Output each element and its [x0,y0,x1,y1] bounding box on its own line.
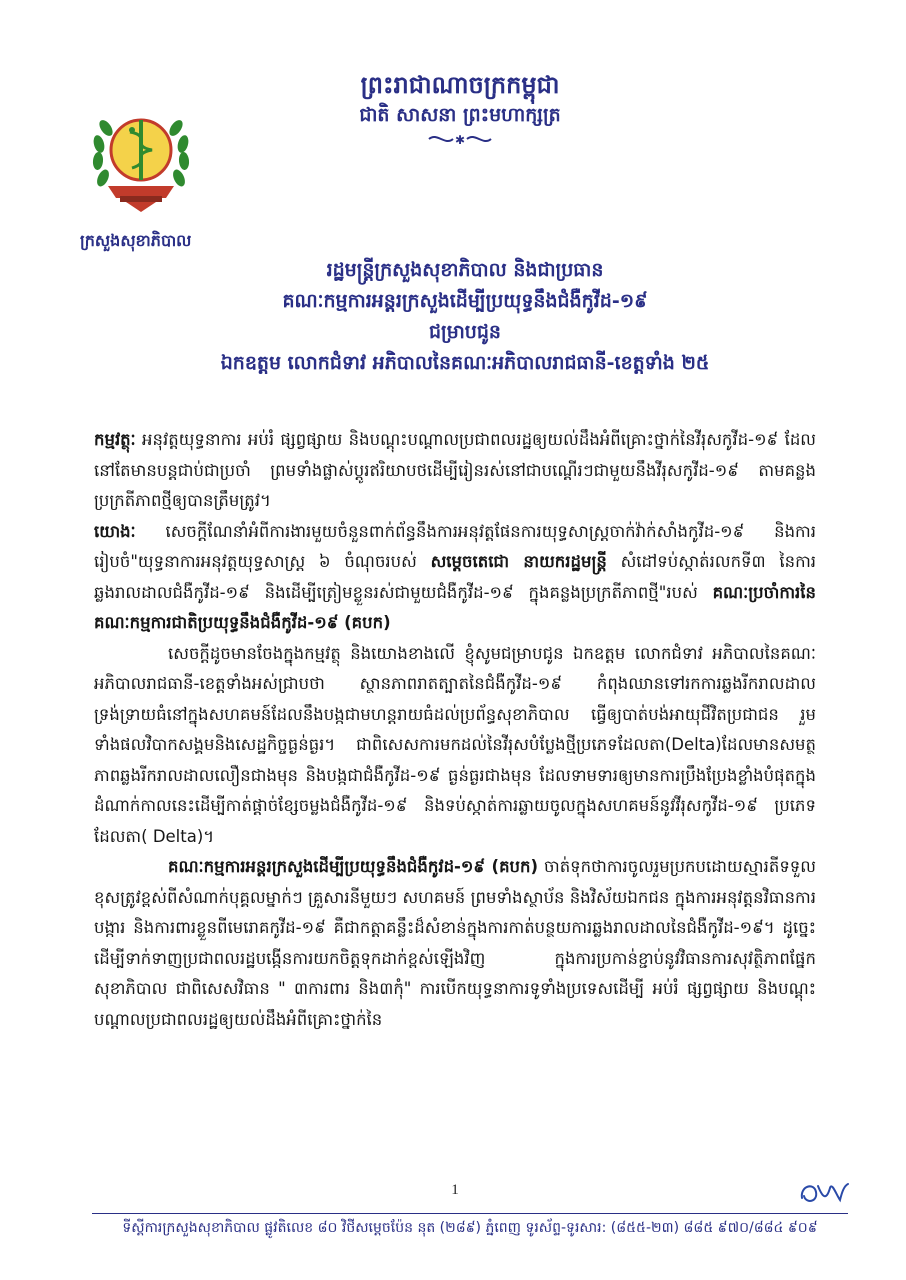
ornament-divider-icon [425,132,495,146]
nation-religion-king: ជាតិ សាសនា ព្រះមហាក្សត្រ [359,104,561,126]
heading-line-recipients: ឯកឧត្តម លោកជំទាវ អភិបាលនៃគណៈអភិបាលរាជធានី-ខេត្តទាំង ២៥ [220,352,710,374]
body-paragraph-2 [94,852,816,1035]
footer-address: ទីស្តីការក្រសួងសុខាភិបាល ផ្លូវតិលេខ ៨០ វិថីសម្តេចប៉ែន នុត (២៨៩) ភ្នំពេញ ទូរស័ព្ទ-ទូរសារ: (៨៥៥-២៣) ៨៨៥ ៩៧០/៨៨៤ ៩០៩ [122,1220,818,1236]
reference-text: សេចក្តីណែនាំអំពីការងារមួយចំនួនពាក់ព័ន្ធនឹងការអនុវត្តផែនការយុទ្ធសាស្ត្រចាក់វ៉ាក់សាំងកូវីដ-១៩ និងការរៀបចំ"យុទ្ធនាការអនុវត្តយុទ្ធសាស្ត្រ ៦ ចំណុចរបស់ [94,521,816,571]
reference-paragraph [94,517,816,639]
kingdom-title: ព្រះរាជាណាចក្រកម្ពុជា [360,71,560,99]
ministry-name: ក្រសួងសុខាភិបាល [80,231,192,250]
subject-text: អនុវត្តយុទ្ធនាការ អប់រំ ផ្សព្វផ្សាយ និងបណ្តុះបណ្តាលប្រជាពលរដ្ឋឲ្យយល់ដឹងអំពីគ្រោះថ្នាក់នៃវីរុសកូវីដ-១៩ ដែលនៅតែមានបន្តជាប់ជាប្រចាំ ព្រមទាំងផ្លាស់ប្តូរឥរិយាបថដើម្បីរៀនរស់នៅជាបណ្តើរៗជាមួយនឹងវីរុសកូវីដ-១៩ តាមគន្លងប្រក្រតីភាពថ្មីឲ្យបានត្រឹមត្រូវ។ [94,430,816,510]
handwritten-initials-icon [796,1176,852,1208]
reference-committee: គណៈប្រចាំការនៃគណៈកម្មការជាតិប្រយុទ្ធនឹងជំងឺកូវីដ-១៩ (គបក) [94,582,816,632]
body-paragraph-1: សេចក្តីដូចមានចែងក្នុងកម្មវត្ថុ និងយោងខាងលើ ខ្ញុំសូមជម្រាបជូន ឯកឧត្តម លោកជំទាវ អភិបាលនៃគណៈអភិបាលរាជធានី-ខេត្តទាំងអស់ជ្រាបថា ស្ថានភាពរាតត្បាតនៃជំងឺកូវីដ-១៩ កំពុងឈានទៅរកការឆ្លងរីករាលដាលទ្រង់ទ្រាយធំនៅក្នុងសហគមន៍ដែលនឹងបង្កជាមហន្តរាយធំដល់ប្រព័ន្ធសុខាភិបាល ធ្វើឲ្យបាត់បង់អាយុជីវិតប្រជាជន រួមទាំងផលវិបាកសង្គមនិងសេដ្ឋកិច្ចធ្ងន់ធ្ងរ។ ជាពិសេសការមកដល់នៃវីរុសបំប្លែងថ្មីប្រភេទដែលតា(Delta)ដែលមានសមត្ថភាពឆ្លងរីករាលដាលលឿនជាងមុន និងបង្កជាជំងឺកូវីដ-១៩ ធ្ងន់ធ្ងរជាងមុន ដែលទាមទារឲ្យមានការប្រឹងប្រែងខ្លាំងបំផុតក្នុងដំណាក់កាលនេះដើម្បីកាត់ផ្តាច់ខ្សែចម្លងជំងឺកូវីដ-១៩ និងទប់ស្កាត់ការឆ្លាយចូលក្នុងសហគមន៍នូវវីរុសកូវីដ-១៩ ប្រភេទដែលតា( Delta)។ [94,643,816,846]
ministry-emblem-icon [86,98,196,216]
heading-line-minister: រដ្ឋមន្ត្រីក្រសួងសុខាភិបាល និងជាប្រធាន [326,259,604,281]
letter-heading [150,255,780,379]
footer-divider [92,1213,848,1214]
page-number: 1 [451,1182,459,1198]
subject-label: កម្មវត្ថុៈ [94,430,136,449]
heading-line-committee: គណៈកម្មការអន្តរក្រសួងដើម្បីប្រយុទ្ធនឹងជំងឺកូវីដ-១៩ [282,290,648,312]
reference-label: យោងៈ [94,521,136,541]
reference-text-2: សំដៅទប់ស្កាត់រលកទី៣ នៃការឆ្លងរាលដាលជំងឺកូវីដ-១៩ និងដើម្បីត្រៀមខ្លួនរស់ជាមួយជំងឺកូវីដ-១៩ ក្នុងគន្លងប្រក្រតីភាពថ្មី"របស់ [94,552,817,602]
subject-paragraph [94,425,816,517]
reference-prime-minister: សម្តេចតេជោ នាយករដ្ឋមន្ត្រី [430,552,607,571]
committee-name: គណៈកម្មការអន្តរក្រសួងដើម្បីប្រយុទ្ធនឹងជំងឺកូវដ-១៩ (គបក) [168,857,539,876]
heading-line-addressed: ជម្រាបជូន [429,321,501,343]
body-paragraph-2-text: ចាត់ទុកថាការចូលរួមប្រកបដោយស្មារតីទទួលខុសត្រូវខ្ពស់ពីសំណាក់បុគ្គលម្នាក់ៗ គ្រួសារនីមួយៗ សហគមន៍ ព្រមទាំងស្ថាប័ន និងវិស័យឯកជន ក្នុងការអនុវត្តនវិធានការបង្ការ និងការពារខ្លួនពីមេរោគកូវីដ-១៩ គឺជាកត្តាគន្លឹះដ៏សំខាន់ក្នុងការកាត់បន្ថយការឆ្លងរាលដាលនៃជំងឺកូវីដ-១៩។ ដូច្នេះដើម្បីទាក់ទាញប្រជាពលរដ្ឋបង្កើនការយកចិត្តទុកដាក់ខ្ពស់ឡើងវិញ ក្នុងការប្រកាន់ខ្ជាប់នូវវិធានការសុវត្ថិភាពផ្នែកសុខាភិបាល ជាពិសេសវិធាន " ៣ការពារ និង៣កុំ" ការបើកយុទ្ធនាការទូទាំងប្រទេសដើម្បី អប់រំ ផ្សព្វផ្សាយ និងបណ្តុះបណ្តាលប្រជាពលរដ្ឋឲ្យយល់ដឹងអំពីគ្រោះថ្នាក់នៃ [94,857,816,1029]
letter-body [94,425,816,1035]
svg-text:✱: ✱ [454,133,466,146]
kingdom-motto [310,70,610,150]
